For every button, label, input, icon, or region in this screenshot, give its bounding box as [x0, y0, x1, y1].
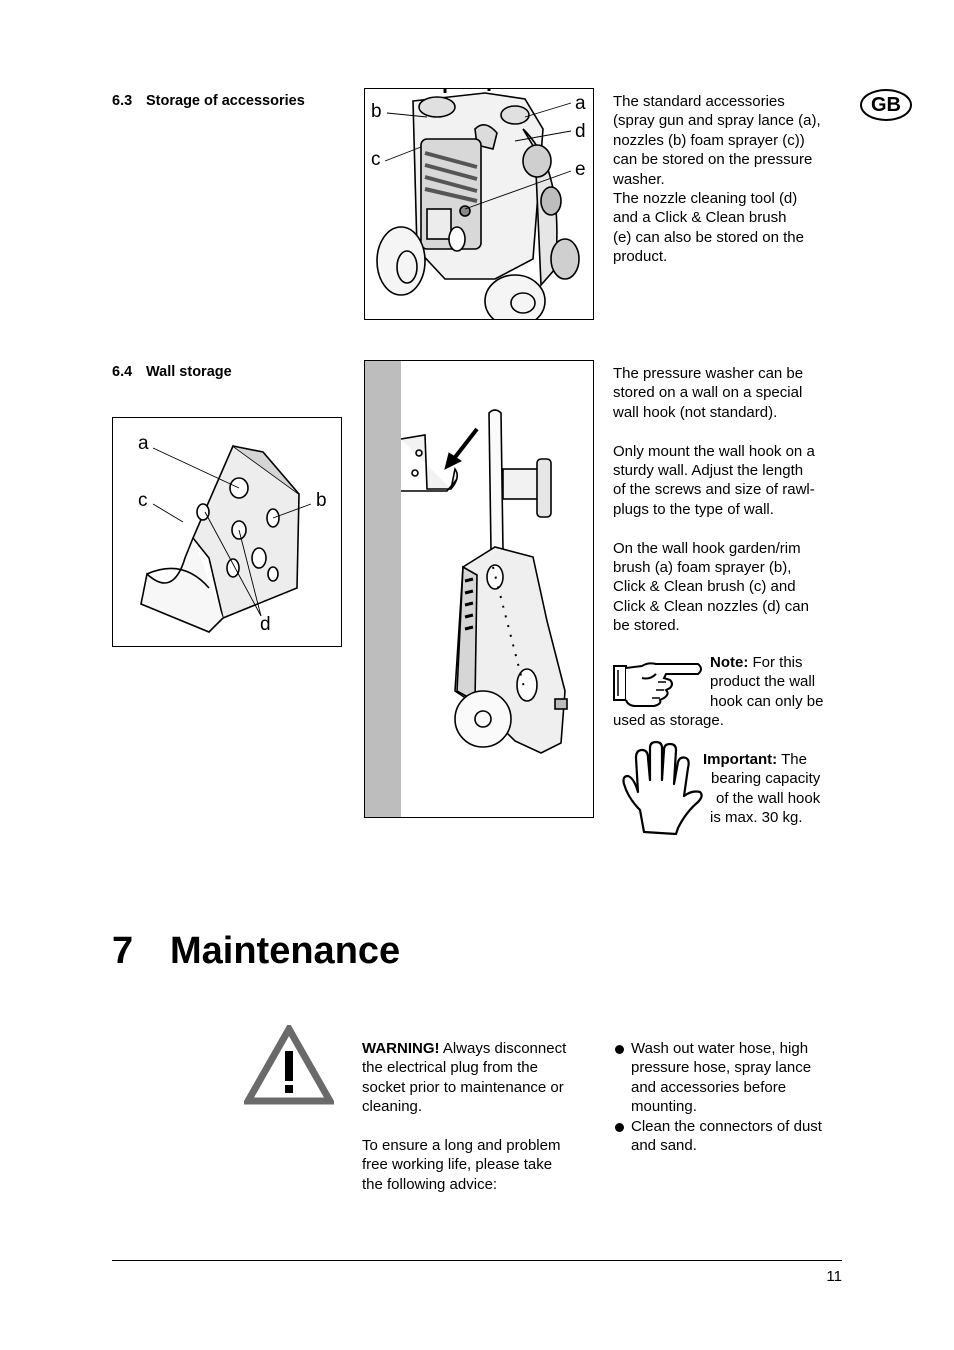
text-line: pressure hose, spray lance	[631, 1059, 812, 1077]
figure-label-c: c	[371, 149, 381, 170]
text-line: socket prior to maintenance or	[362, 1078, 564, 1096]
figure-label-a: a	[575, 93, 586, 114]
text-line: (spray gun and spray lance (a),	[613, 112, 821, 130]
note-label: Note:	[710, 654, 749, 671]
figure-label-c: c	[138, 490, 148, 511]
text-line: the electrical plug from the	[362, 1059, 538, 1077]
warning-label: WARNING!	[362, 1040, 440, 1057]
text-line: brush (a) foam sprayer (b),	[613, 559, 792, 577]
important-label: Important:	[703, 751, 778, 768]
section-6-3-heading	[112, 93, 305, 109]
text-line: free working life, please take	[362, 1156, 553, 1174]
text-line: is max. 30 kg.	[710, 809, 803, 827]
text-line: Clean the connectors of dust	[631, 1117, 822, 1135]
text-line: mounting.	[631, 1098, 697, 1116]
text-line: (e) can also be stored on the	[613, 228, 804, 246]
text-line: of the wall hook	[716, 789, 821, 807]
section-number: 6.3	[112, 93, 133, 109]
accessories-description	[613, 92, 849, 267]
chapter-7-heading	[112, 930, 400, 973]
warning-text: Always disconnect	[439, 1040, 567, 1057]
section-number: 6.4	[112, 364, 133, 380]
figure-label-b: b	[316, 490, 327, 511]
text-line: Wash out water hose, high	[631, 1040, 809, 1057]
figure-label-d: d	[260, 614, 271, 635]
text-line: product the wall	[710, 673, 816, 691]
text-line: and a Click & Clean brush	[613, 209, 787, 227]
text-line: The pressure washer can be	[613, 365, 804, 382]
accessories-figure	[364, 88, 594, 320]
wall-storage-figure	[364, 360, 594, 818]
text-line: sturdy wall. Adjust the length	[613, 462, 804, 480]
text-line: On the wall hook garden/rim	[613, 539, 801, 557]
text-line: washer.	[613, 170, 665, 188]
text-line: and accessories before	[631, 1078, 787, 1096]
warning-block	[362, 1039, 598, 1194]
text-line: of the screws and size of rawl-	[613, 481, 815, 499]
text-line: plugs to the type of wall.	[613, 500, 774, 518]
figure-label-b: b	[371, 101, 382, 122]
language-badge: GB	[860, 89, 912, 121]
washer-on-wall-illustration	[365, 361, 593, 817]
text-line: stored on a wall on a special	[613, 384, 803, 402]
pressure-washer-accessories-illustration	[365, 89, 593, 319]
text-line: cleaning.	[362, 1098, 423, 1116]
figure-label-d: d	[575, 121, 586, 142]
text-line: used as storage.	[613, 712, 724, 730]
chapter-title: Maintenance	[170, 930, 401, 972]
text-line: bearing capacity	[711, 770, 821, 788]
text-line: The standard accessories	[613, 93, 785, 110]
important-block	[613, 750, 849, 828]
text-line: be stored.	[613, 617, 680, 635]
text-line: product.	[613, 248, 668, 266]
text-line: To ensure a long and problem	[362, 1137, 561, 1155]
text-line: The nozzle cleaning tool (d)	[613, 190, 798, 208]
text-line: can be stored on the pressure	[613, 151, 813, 169]
text-line: Click & Clean brush (c) and	[613, 578, 796, 596]
figure-label-a: a	[138, 433, 149, 454]
text-line: nozzles (b) foam sprayer (c))	[613, 131, 805, 149]
text-line: the following advice:	[362, 1175, 498, 1193]
text-line: Click & Clean nozzles (d) can	[613, 597, 809, 615]
chapter-number: 7	[112, 930, 134, 972]
text-line: wall hook (not standard).	[613, 403, 778, 421]
text-line: hook can only be	[710, 692, 824, 710]
wall-storage-description	[613, 364, 849, 636]
page-number: 11	[826, 1268, 842, 1285]
note-text: For this	[748, 654, 803, 671]
list-item	[613, 1039, 849, 1117]
figure-label-e: e	[575, 159, 586, 180]
list-item	[613, 1117, 849, 1156]
footer-rule	[112, 1260, 842, 1261]
section-title: Storage of accessories	[146, 93, 305, 109]
warning-triangle-icon	[244, 1025, 334, 1105]
section-title: Wall storage	[146, 364, 232, 380]
wall-hook-figure	[112, 417, 342, 647]
text-line: Only mount the wall hook on a	[613, 442, 815, 460]
note-block	[613, 653, 849, 731]
maintenance-bullet-list	[613, 1039, 849, 1155]
section-6-4-heading	[112, 364, 232, 380]
text-line: and sand.	[631, 1137, 697, 1155]
important-text: The	[777, 751, 807, 768]
